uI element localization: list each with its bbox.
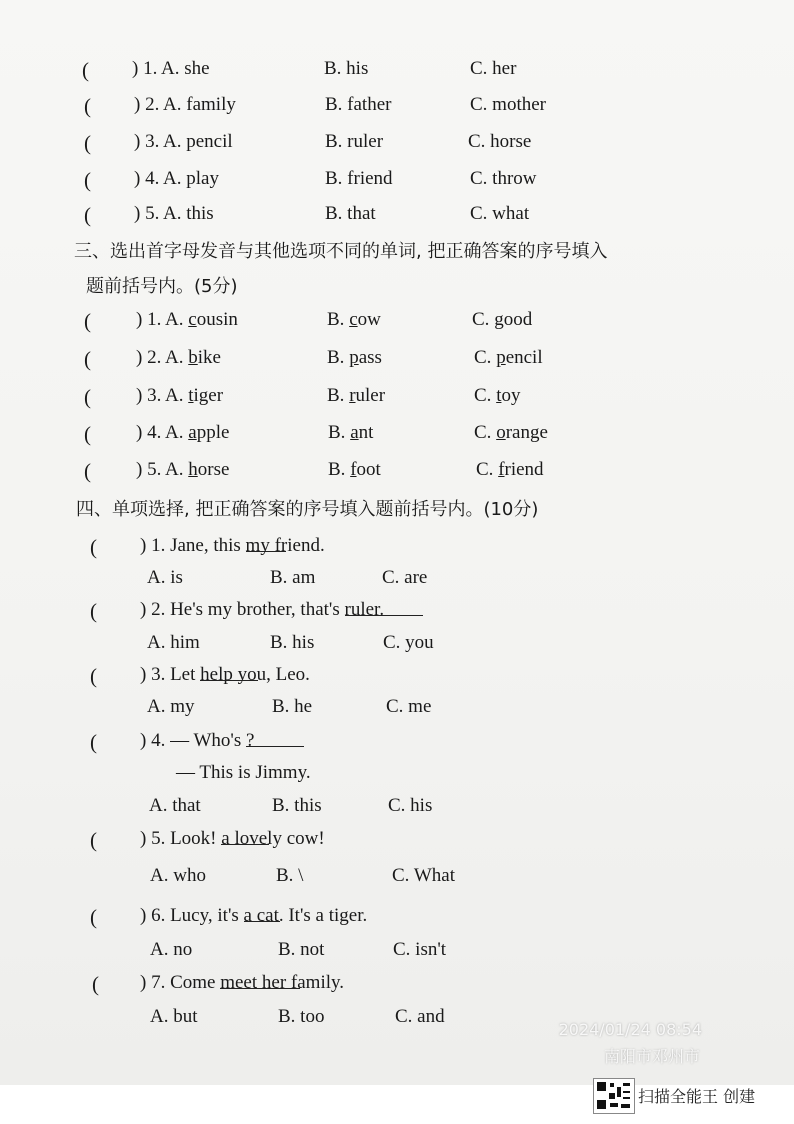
option-c: C. good (472, 309, 533, 330)
option-c: C. What (392, 865, 455, 886)
answer-blank[interactable] (200, 664, 258, 681)
answer-paren: ( (90, 535, 97, 559)
watermark-time: 2024/01/24 08:54 (558, 1020, 702, 1039)
option-c: C. horse (468, 131, 532, 152)
question-text: ) 3. A. tiger (136, 385, 224, 406)
option-a: A. is (147, 567, 183, 588)
option-a: A. him (147, 632, 200, 653)
option-b: B. cow (327, 309, 381, 330)
question-text: ) 4. A. play (134, 168, 219, 189)
answer-paren: ( (84, 422, 91, 446)
answer-paren: ( (90, 828, 97, 852)
answer-paren: ( (90, 664, 97, 688)
answer-paren: ( (90, 905, 97, 929)
option-b: B. this (272, 795, 322, 816)
question-text: ) 2. A. family (134, 94, 236, 115)
answer-blank[interactable] (246, 535, 286, 552)
answer-paren: ( (84, 347, 91, 371)
section-three-heading: 三、选出首字母发音与其他选项不同的单词, 把正确答案的序号填入 (74, 241, 608, 262)
answer-blank[interactable] (246, 730, 304, 747)
answer-paren: ( (84, 168, 91, 192)
option-b: B. ruler (327, 385, 386, 406)
answer-paren: ( (82, 58, 89, 82)
option-c: C. her (470, 58, 517, 79)
question-text: ) 5. Look! a lovely cow! (140, 828, 325, 849)
option-b: B. that (325, 203, 376, 224)
answer-paren: ( (84, 459, 91, 483)
option-b: B. too (278, 1006, 325, 1027)
answer-paren: ( (84, 385, 91, 409)
option-c: C. you (383, 632, 434, 653)
option-b: B. foot (328, 459, 381, 480)
option-b: B. not (278, 939, 325, 960)
option-a: A. my (147, 696, 195, 717)
question-text: ) 3. Let help you, Leo. (140, 664, 310, 685)
option-b: B. friend (325, 168, 393, 189)
section-three-heading-cont: 题前括号内。(5分) (86, 276, 238, 297)
answer-blank[interactable] (221, 828, 269, 845)
option-a: A. but (150, 1006, 198, 1027)
option-a: A. who (150, 865, 206, 886)
answer-blank[interactable] (345, 599, 423, 616)
option-b: B. am (270, 567, 316, 588)
answer-blank[interactable] (244, 905, 280, 922)
option-c: C. isn't (393, 939, 447, 960)
option-b: B. ruler (325, 131, 384, 152)
option-b: B. ant (328, 422, 374, 443)
answer-paren: ( (84, 131, 91, 155)
option-a: A. no (150, 939, 193, 960)
option-c: C. friend (476, 459, 544, 480)
question-text: ) 2. A. bike (136, 347, 221, 368)
answer-blank[interactable] (220, 972, 300, 989)
option-c: C. his (388, 795, 433, 816)
option-c: C. and (395, 1006, 445, 1027)
question-text: ) 4. — Who's ? (140, 730, 254, 752)
option-c: C. me (386, 696, 432, 717)
question-text: ) 5. A. horse (136, 459, 230, 480)
dialogue-reply: — This is Jimmy. (176, 762, 311, 783)
answer-paren: ( (84, 94, 91, 118)
option-a: A. that (149, 795, 201, 816)
option-c: C. are (382, 567, 428, 588)
answer-paren: ( (90, 730, 97, 754)
question-text: ) 2. He's my brother, that's ruler. (140, 599, 384, 621)
option-b: B. pass (327, 347, 382, 368)
question-text: ) 5. A. this (134, 203, 214, 224)
question-text: ) 7. Come meet her family. (140, 972, 345, 993)
scanner-label: 扫描全能王 创建 (638, 1087, 756, 1106)
option-b: B. father (325, 94, 392, 115)
question-text: ) 1. A. cousin (136, 309, 238, 330)
option-b: B. his (324, 58, 369, 79)
answer-paren: ( (92, 972, 99, 996)
option-b: B. he (272, 696, 313, 717)
scanner-badge (593, 1078, 783, 1112)
option-c: C. throw (470, 168, 537, 189)
question-text: ) 6. Lucy, it's a cat. It's a tiger. (140, 905, 368, 926)
section-four-heading: 四、单项选择, 把正确答案的序号填入题前括号内。(10分) (76, 499, 539, 520)
option-c: C. mother (470, 94, 546, 115)
answer-paren: ( (84, 203, 91, 227)
option-c: C. orange (474, 422, 548, 443)
question-text: ) 1. A. she (132, 58, 210, 79)
option-c: C. pencil (474, 347, 543, 368)
question-text: ) 1. Jane, this my friend. (140, 535, 325, 556)
watermark-place: 南阳市邓州市 (603, 1047, 700, 1066)
option-b: B. \ (276, 865, 304, 886)
option-b: B. his (270, 632, 315, 653)
option-c: C. what (470, 203, 530, 224)
option-c: C. toy (474, 385, 521, 406)
answer-paren: ( (84, 309, 91, 333)
question-text: ) 4. A. apple (136, 422, 230, 443)
answer-paren: ( (90, 599, 97, 623)
question-text: ) 3. A. pencil (134, 131, 233, 152)
qr-code-icon (593, 1078, 635, 1114)
